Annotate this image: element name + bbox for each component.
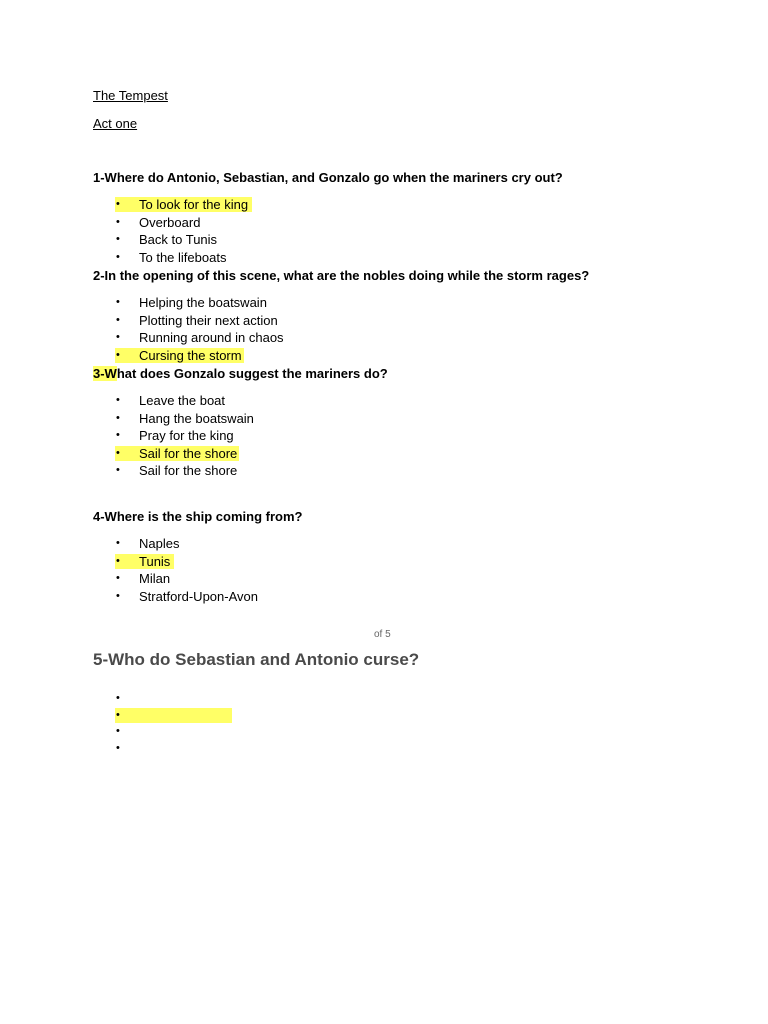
bullet-icon: • xyxy=(116,250,120,263)
option-label: Cursing the storm xyxy=(139,347,242,363)
option-label: Running around in chaos xyxy=(139,330,284,345)
bullet-icon: • xyxy=(116,572,120,584)
bullet-icon: • xyxy=(116,296,120,308)
option-label: Helping the boatswain xyxy=(139,295,267,310)
question-2: 2-In the opening of this scene, what are the nobles doing while the storm rages? xyxy=(93,268,590,283)
question-3-text: hat does Gonzalo suggest the mariners do? xyxy=(116,366,388,381)
question-3 xyxy=(93,366,388,381)
bullet-icon: • xyxy=(116,215,120,228)
option-label: Naples xyxy=(139,536,180,551)
bullet-icon: • xyxy=(116,708,120,721)
bullet-icon: • xyxy=(116,725,120,737)
question-3-highlight: 3-W xyxy=(93,366,117,381)
option-label: Hang the boatswain xyxy=(139,410,254,426)
option-label: Back to Tunis xyxy=(139,232,218,247)
question-4: 4-Where is the ship coming from? xyxy=(93,509,303,524)
bullet-icon: • xyxy=(116,429,120,441)
bullet-icon: • xyxy=(116,348,120,361)
page-indicator: of 5 xyxy=(374,629,391,640)
bullet-icon: • xyxy=(116,394,120,406)
option-label: Stratford-Upon-Avon xyxy=(139,588,258,604)
bullet-icon: • xyxy=(116,446,120,459)
option-label: Pray for the king xyxy=(139,428,234,443)
option-label: Overboard xyxy=(139,214,201,230)
bullet-icon: • xyxy=(116,554,120,567)
bullet-icon: • xyxy=(116,741,120,754)
bullet-icon: • xyxy=(116,313,120,326)
bullet-icon: • xyxy=(116,464,120,476)
bullet-icon: • xyxy=(116,589,120,602)
bullet-icon: • xyxy=(116,692,120,704)
option-label: Plotting their next action xyxy=(139,312,278,328)
bullet-icon: • xyxy=(116,537,120,549)
bullet-icon: • xyxy=(116,411,120,424)
question-1: 1-Where do Antonio, Sebastian, and Gonzalo go when the mariners cry out? xyxy=(93,170,563,185)
question-5: 5-Who do Sebastian and Antonio curse? xyxy=(93,650,420,669)
option-label: To look for the king xyxy=(139,197,249,212)
option-label: To the lifeboats xyxy=(139,249,227,265)
option-label: Milan xyxy=(139,571,171,586)
document-title: The Tempest xyxy=(93,88,168,103)
option-label: Sail for the shore xyxy=(139,445,238,461)
highlight-band xyxy=(115,708,232,723)
bullet-icon: • xyxy=(116,331,120,343)
bullet-icon: • xyxy=(116,233,120,245)
bullet-icon: • xyxy=(116,198,120,210)
option-label: Tunis xyxy=(139,553,171,569)
option-label: Sail for the shore xyxy=(139,463,238,478)
document-subtitle: Act one xyxy=(93,116,138,131)
option-label: Leave the boat xyxy=(139,393,226,408)
